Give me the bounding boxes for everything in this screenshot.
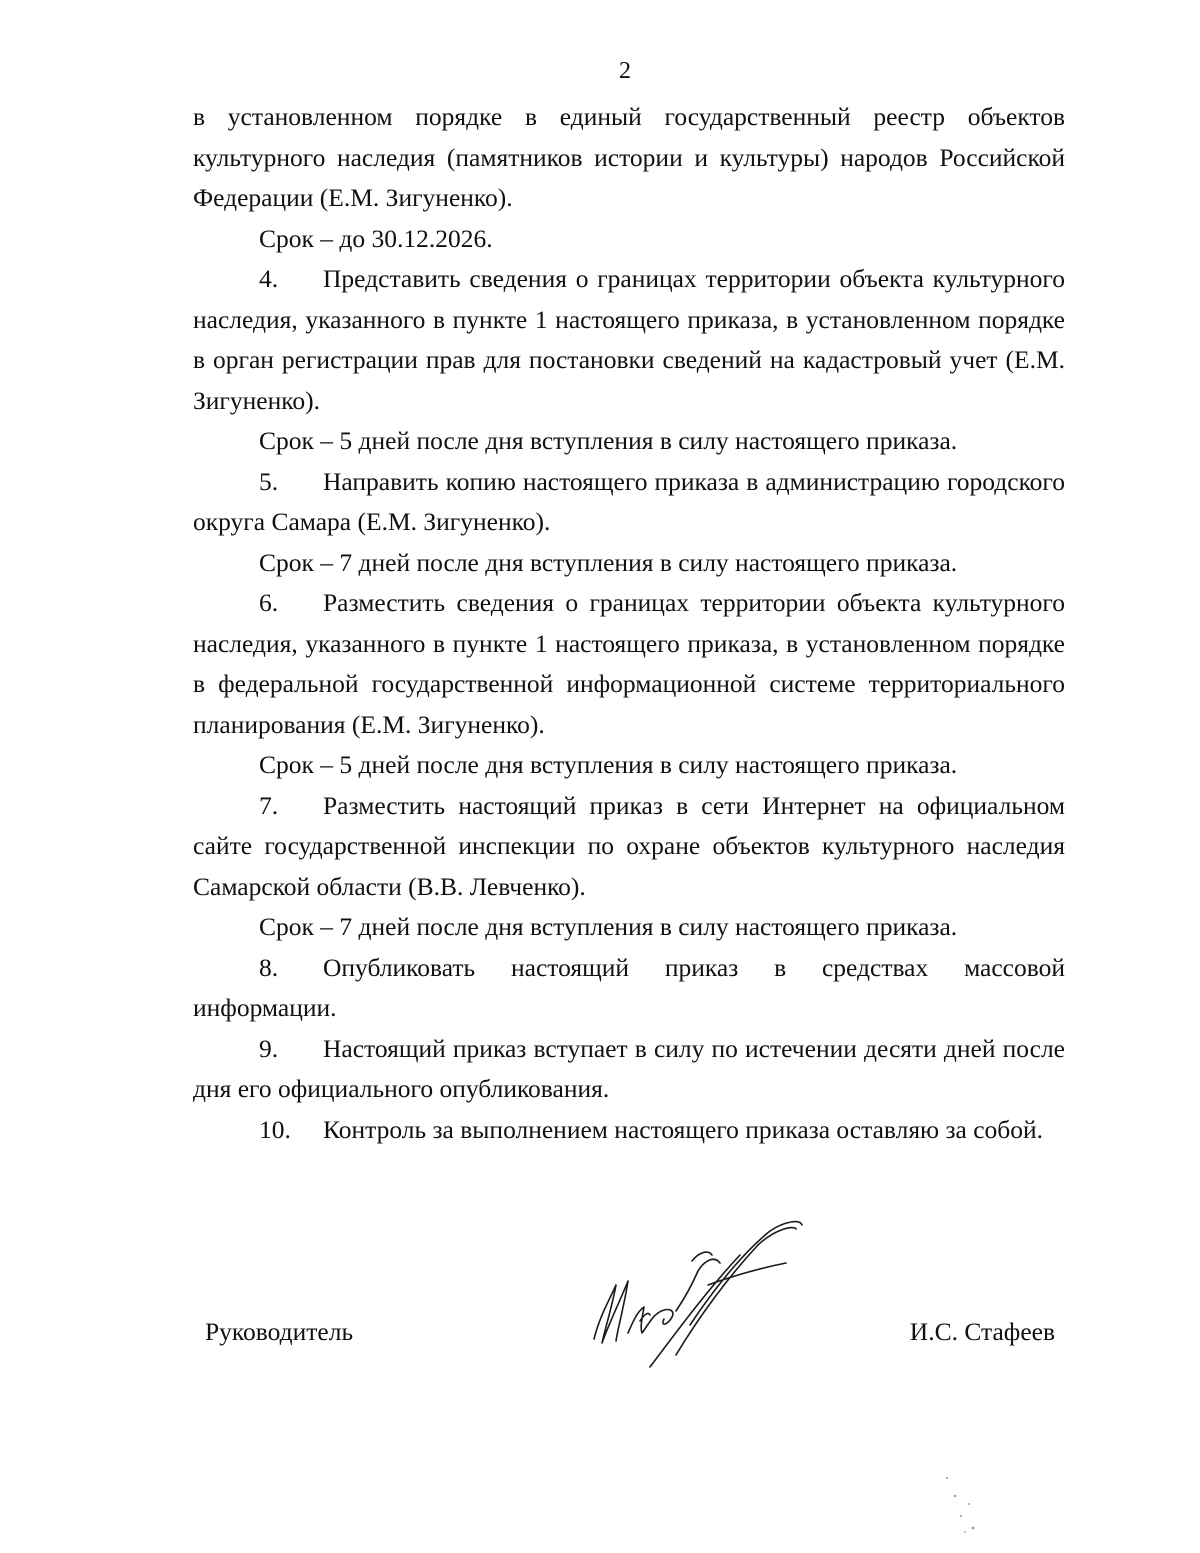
page-number: 2 — [619, 58, 631, 84]
paragraph-text: Направить копию настоящего приказа в администрацию городского округа Самара (Е.М. Зигуненко). — [193, 466, 1065, 536]
signatory-name: И.С. Стафеев — [909, 1317, 1055, 1346]
numbered-item-9 — [193, 1029, 1065, 1110]
paragraph-text: Разместить сведения о границах территории объекта культурного наследия, указанного в пункте 1 настоящего приказа, в установленном порядке в федеральной государственной информационной системе территориального планирования (Е.М. Зигуненко). — [193, 588, 1065, 739]
deadline-line — [193, 543, 1065, 584]
item-number: 9. — [259, 1033, 279, 1063]
deadline-line — [193, 421, 1065, 462]
paragraph-text: в установленном порядке в единый государственный реестр объектов культурного наследия (памятников истории и культуры) народов Российской Федерации (Е.М. Зигуненко). — [193, 102, 1065, 212]
paragraph-text: Настоящий приказ вступает в силу по истечении десяти дней после дня его официального опубликования. — [193, 1033, 1065, 1103]
paragraph-text: Срок – 5 дней после дня вступления в силу настоящего приказа. — [259, 426, 958, 455]
item-number: 5. — [259, 466, 279, 496]
paragraph-continuation — [193, 97, 1065, 219]
document-body — [193, 97, 1065, 1150]
deadline-line — [193, 219, 1065, 260]
item-number: 7. — [259, 790, 279, 820]
paragraph-text: Срок – 5 дней после дня вступления в силу настоящего приказа. — [259, 750, 958, 779]
scan-artifact — [935, 1470, 995, 1540]
paragraph-text: Контроль за выполнением настоящего приказа оставляю за собой. — [323, 1114, 1044, 1144]
signatory-position: Руководитель — [205, 1317, 354, 1346]
numbered-item-7 — [193, 786, 1065, 908]
signature-block — [205, 1317, 1055, 1357]
paragraph-text: Срок – 7 дней после дня вступления в силу настоящего приказа. — [259, 547, 958, 577]
deadline-line — [193, 745, 1065, 786]
paragraph-text: Представить сведения о границах территории объекта культурного наследия, указанного в пункте 1 настоящего приказа, в установленном порядке в орган регистрации прав для постановки сведений на кадастровый учет (Е.М. Зигуненко). — [193, 264, 1065, 415]
numbered-item-5 — [193, 462, 1065, 543]
paragraph-text: Разместить настоящий приказ в сети Интернет на официальном сайте государственной инспекции по охране объектов культурного наследия Самарской области (В.В. Левченко). — [193, 790, 1065, 901]
item-number: 8. — [259, 952, 279, 982]
numbered-item-4 — [193, 259, 1065, 421]
paragraph-text: Опубликовать настоящий приказ в средствах массовой информации. — [193, 952, 1065, 1022]
item-number: 10. — [259, 1114, 291, 1144]
deadline-line — [193, 907, 1065, 948]
item-number: 6. — [259, 588, 279, 617]
numbered-item-6 — [193, 583, 1065, 745]
numbered-item-10 — [193, 1110, 1065, 1151]
paragraph-text: Срок – 7 дней после дня вступления в силу настоящего приказа. — [259, 912, 958, 941]
paragraph-text: Срок – до 30.12.2026. — [259, 223, 493, 253]
numbered-item-8 — [193, 948, 1065, 1029]
item-number: 4. — [259, 264, 279, 293]
